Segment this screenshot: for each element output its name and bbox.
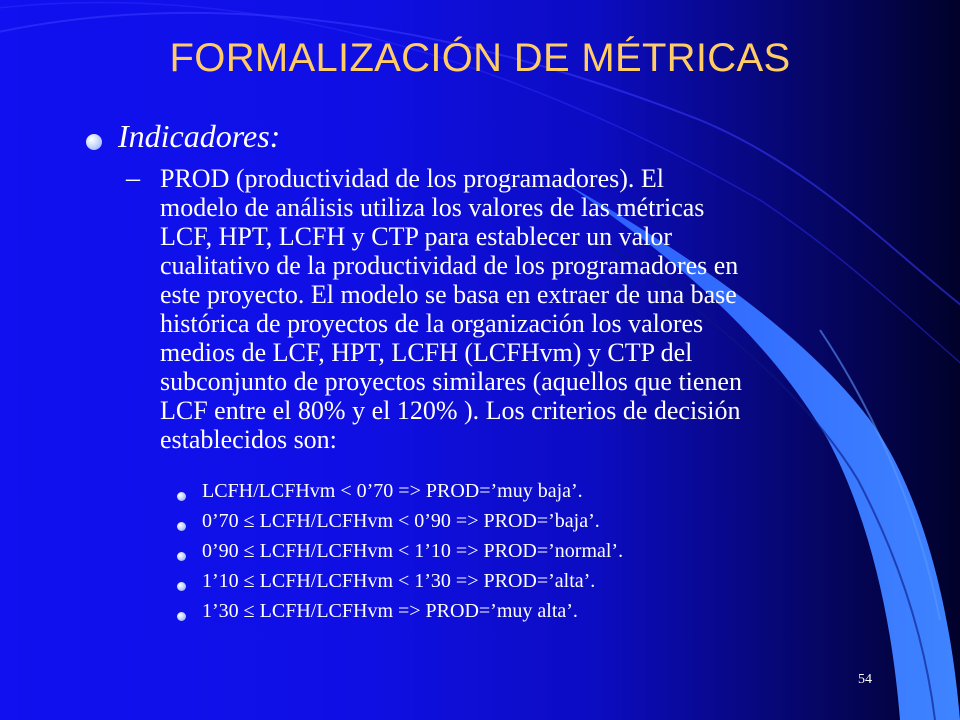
- paragraph-line: histórica de proyectos de la organización los valores: [160, 309, 704, 338]
- slide-title: FORMALIZACIÓN DE MÉTRICAS: [169, 36, 791, 80]
- dash-bullet: –: [126, 163, 140, 194]
- paragraph-line: PROD (productividad de los programadores). El: [160, 164, 665, 193]
- page-number: 54: [858, 672, 872, 687]
- heading-bullet-icon: [86, 134, 102, 150]
- criterion-normal: 0’90 ≤ LCFH/LCFHvm < 1’10 => PROD=’normal’.: [202, 540, 624, 562]
- criterion-muy-baja: LCFH/LCFHvm < 0’70 => PROD=’muy baja’.: [202, 480, 583, 502]
- paragraph-line: LCF, HPT, LCFH y CTP para establecer un valor: [160, 222, 673, 251]
- paragraph-line: medios de LCF, HPT, LCFH (LCFHvm) y CTP del: [160, 338, 693, 367]
- criterion-muy-alta: 1’30 ≤ LCFH/LCFHvm => PROD=’muy alta’.: [202, 600, 578, 622]
- criteria-bullet-icon: [177, 492, 186, 501]
- criteria-bullet-icon: [177, 552, 186, 561]
- criteria-bullet-icon: [177, 522, 186, 531]
- paragraph-line: modelo de análisis utiliza los valores de las métricas: [160, 193, 705, 222]
- criteria-bullet-icon: [177, 612, 186, 621]
- criteria-bullet-icon: [177, 582, 186, 591]
- paragraph-line: LCF entre el 80% y el 120% ). Los criterios de decisión: [160, 396, 741, 425]
- paragraph-line: subconjunto de proyectos similares (aquellos que tienen: [160, 367, 742, 396]
- prod-description: [160, 164, 880, 454]
- heading-indicadores: Indicadores:: [118, 118, 281, 154]
- criterion-baja: 0’70 ≤ LCFH/LCFHvm < 0’90 => PROD=’baja’.: [202, 510, 600, 532]
- paragraph-line: establecidos son:: [160, 425, 337, 454]
- paragraph-line: este proyecto. El modelo se basa en extraer de una base: [160, 280, 737, 309]
- paragraph-line: cualitativo de la productividad de los programadores en: [160, 251, 739, 280]
- criterion-alta: 1’10 ≤ LCFH/LCFHvm < 1’30 => PROD=’alta’.: [202, 570, 596, 592]
